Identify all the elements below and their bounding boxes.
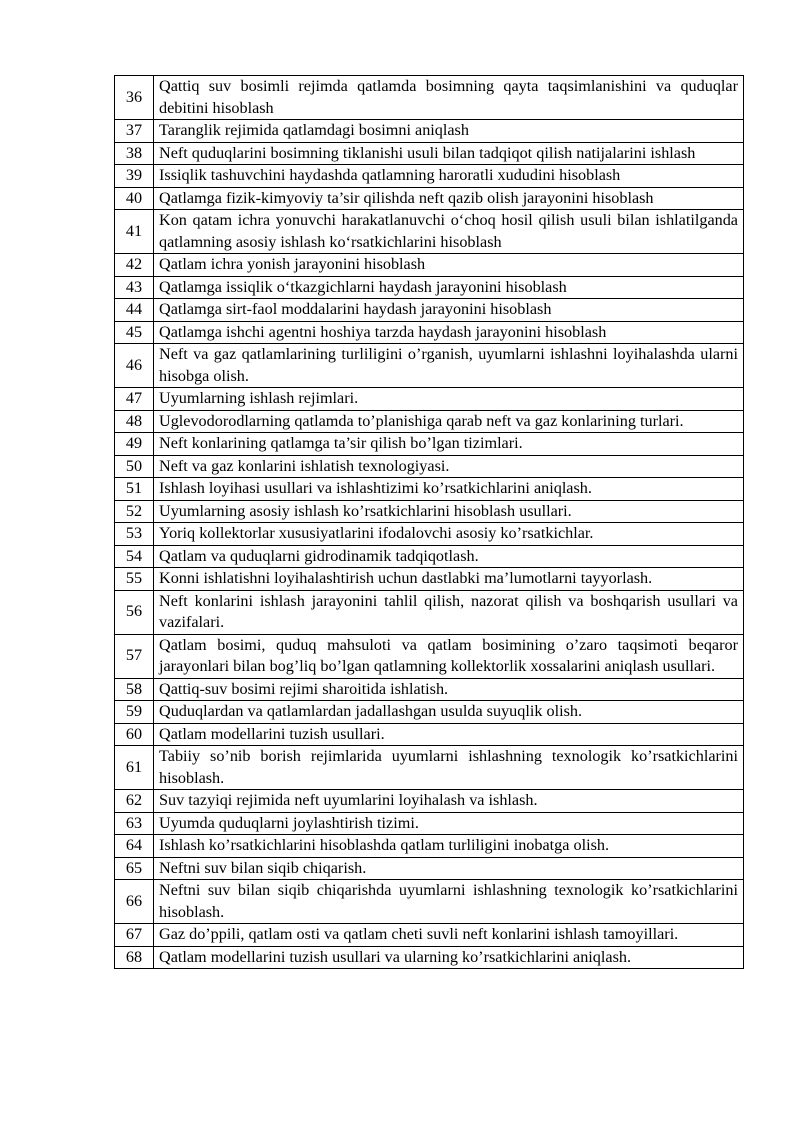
row-number: 47 xyxy=(115,388,154,411)
row-number: 62 xyxy=(115,790,154,813)
row-topic-text: Neftni suv bilan siqib chiqarishda uyumlarni ishlashning texnologik ko’rsatkichlarini hisoblash. xyxy=(154,880,744,924)
table-row xyxy=(115,812,744,835)
table-row xyxy=(115,165,744,188)
table-row xyxy=(115,321,744,344)
table-row xyxy=(115,254,744,277)
row-number: 59 xyxy=(115,701,154,724)
row-number: 36 xyxy=(115,76,154,120)
table-row xyxy=(115,76,744,120)
row-topic-text: Yoriq kollektorlar xususiyatlarini ifodalovchi asosiy ko’rsatkichlar. xyxy=(154,523,744,546)
row-topic-text: Neft konlarining qatlamga ta’sir qilish bo’lgan tizimlari. xyxy=(154,433,744,456)
row-topic-text: Qatlamga ishchi agentni hoshiya tarzda haydash jarayonini hisoblash xyxy=(154,321,744,344)
table-row xyxy=(115,120,744,143)
table-row xyxy=(115,500,744,523)
table-row xyxy=(115,210,744,254)
row-topic-text: Qatlam modellarini tuzish usullari va ularning ko’rsatkichlarini aniqlash. xyxy=(154,946,744,969)
row-topic-text: Qattiq suv bosimli rejimda qatlamda bosimning qayta taqsimlanishini va quduqlar debitini hisoblash xyxy=(154,76,744,120)
row-number: 53 xyxy=(115,523,154,546)
table-row xyxy=(115,388,744,411)
row-topic-text: Neft va gaz konlarini ishlatish texnologiyasi. xyxy=(154,455,744,478)
row-topic-text: Qattiq-suv bosimi rejimi sharoitida ishlatish. xyxy=(154,678,744,701)
row-topic-text: Neftni suv bilan siqib chiqarish. xyxy=(154,857,744,880)
row-number: 38 xyxy=(115,142,154,165)
table-row xyxy=(115,857,744,880)
table-row xyxy=(115,142,744,165)
table-row xyxy=(115,701,744,724)
row-number: 65 xyxy=(115,857,154,880)
row-number: 44 xyxy=(115,299,154,322)
row-topic-text: Qatlamga issiqlik o‘tkazgichlarni haydash jarayonini hisoblash xyxy=(154,276,744,299)
table-row xyxy=(115,880,744,924)
row-number: 51 xyxy=(115,478,154,501)
row-topic-text: Ishlash ko’rsatkichlarini hisoblashda qatlam turliligini inobatga olish. xyxy=(154,835,744,858)
row-topic-text: Suv tazyiqi rejimida neft uyumlarini loyihalash va ishlash. xyxy=(154,790,744,813)
row-topic-text: Ishlash loyihasi usullari va ishlashtizimi ko’rsatkichlarini aniqlash. xyxy=(154,478,744,501)
table-row xyxy=(115,276,744,299)
row-topic-text: Tabiiy so’nib borish rejimlarida uyumlarni ishlashning texnologik ko’rsatkichlarini hisoblash. xyxy=(154,746,744,790)
row-number: 39 xyxy=(115,165,154,188)
table-row xyxy=(115,299,744,322)
row-number: 66 xyxy=(115,880,154,924)
row-topic-text: Konni ishlatishni loyihalashtirish uchun dastlabki ma’lumotlarni tayyorlash. xyxy=(154,568,744,591)
row-number: 64 xyxy=(115,835,154,858)
row-topic-text: Qatlam va quduqlarni gidrodinamik tadqiqotlash. xyxy=(154,545,744,568)
row-number: 58 xyxy=(115,678,154,701)
row-number: 45 xyxy=(115,321,154,344)
row-number: 57 xyxy=(115,634,154,678)
table-row xyxy=(115,634,744,678)
row-number: 56 xyxy=(115,590,154,634)
row-number: 48 xyxy=(115,410,154,433)
row-topic-text: Qatlamga sirt-faol moddalarini haydash jarayonini hisoblash xyxy=(154,299,744,322)
table-row xyxy=(115,746,744,790)
row-topic-text: Uyumlarning ishlash rejimlari. xyxy=(154,388,744,411)
row-topic-text: Qatlam ichra yonish jarayonini hisoblash xyxy=(154,254,744,277)
table-row xyxy=(115,924,744,947)
row-topic-text: Issiqlik tashuvchini haydashda qatlamning haroratli xududini hisoblash xyxy=(154,165,744,188)
row-topic-text: Gaz do’ppili, qatlam osti va qatlam cheti suvli neft konlarini ishlash tamoyillari. xyxy=(154,924,744,947)
row-topic-text: Quduqlardan va qatlamlardan jadallashgan usulda suyuqlik olish. xyxy=(154,701,744,724)
table-row xyxy=(115,545,744,568)
row-number: 60 xyxy=(115,723,154,746)
row-number: 61 xyxy=(115,746,154,790)
row-topic-text: Neft va gaz qatlamlarining turliligini o’rganish, uyumlarni ishlashni loyihalashda ularni hisobga olish. xyxy=(154,344,744,388)
row-number: 67 xyxy=(115,924,154,947)
row-number: 54 xyxy=(115,545,154,568)
table-row xyxy=(115,678,744,701)
table-row xyxy=(115,187,744,210)
row-number: 50 xyxy=(115,455,154,478)
row-topic-text: Qatlam modellarini tuzish usullari. xyxy=(154,723,744,746)
row-topic-text: Qatlam bosimi, quduq mahsuloti va qatlam bosimining o’zaro taqsimoti beqaror jarayonlari bilan bog’liq bo’lgan qatlamning kollektorlik xossalarini aniqlash usullari. xyxy=(154,634,744,678)
topics-table xyxy=(114,75,744,969)
row-topic-text: Uyumlarning asosiy ishlash ko’rsatkichlarini hisoblash usullari. xyxy=(154,500,744,523)
table-row xyxy=(115,523,744,546)
table-row xyxy=(115,790,744,813)
row-topic-text: Kon qatam ichra yonuvchi harakatlanuvchi o‘choq hosil qilish usuli bilan ishlatilganda qatlamning asosiy ishlash ko‘rsatkichlarini hisoblash xyxy=(154,210,744,254)
row-number: 63 xyxy=(115,812,154,835)
table-row xyxy=(115,723,744,746)
row-topic-text: Uglevodorodlarning qatlamda to’planishiga qarab neft va gaz konlarining turlari. xyxy=(154,410,744,433)
row-number: 40 xyxy=(115,187,154,210)
row-number: 43 xyxy=(115,276,154,299)
table-row xyxy=(115,590,744,634)
table-row xyxy=(115,568,744,591)
row-number: 55 xyxy=(115,568,154,591)
row-number: 68 xyxy=(115,946,154,969)
table-row xyxy=(115,946,744,969)
row-topic-text: Uyumda quduqlarni joylashtirish tizimi. xyxy=(154,812,744,835)
row-number: 42 xyxy=(115,254,154,277)
row-topic-text: Neft quduqlarini bosimning tiklanishi usuli bilan tadqiqot qilish natijalarini ishlash xyxy=(154,142,744,165)
row-topic-text: Qatlamga fizik-kimyoviy ta’sir qilishda neft qazib olish jarayonini hisoblash xyxy=(154,187,744,210)
row-number: 37 xyxy=(115,120,154,143)
row-number: 52 xyxy=(115,500,154,523)
row-number: 46 xyxy=(115,344,154,388)
table-row xyxy=(115,455,744,478)
topics-table-body xyxy=(115,76,744,969)
row-number: 49 xyxy=(115,433,154,456)
row-topic-text: Taranglik rejimida qatlamdagi bosimni aniqlash xyxy=(154,120,744,143)
table-row xyxy=(115,433,744,456)
table-row xyxy=(115,478,744,501)
table-row xyxy=(115,344,744,388)
table-row xyxy=(115,410,744,433)
table-row xyxy=(115,835,744,858)
row-topic-text: Neft konlarini ishlash jarayonini tahlil qilish, nazorat qilish va boshqarish usullari va vazifalari. xyxy=(154,590,744,634)
row-number: 41 xyxy=(115,210,154,254)
